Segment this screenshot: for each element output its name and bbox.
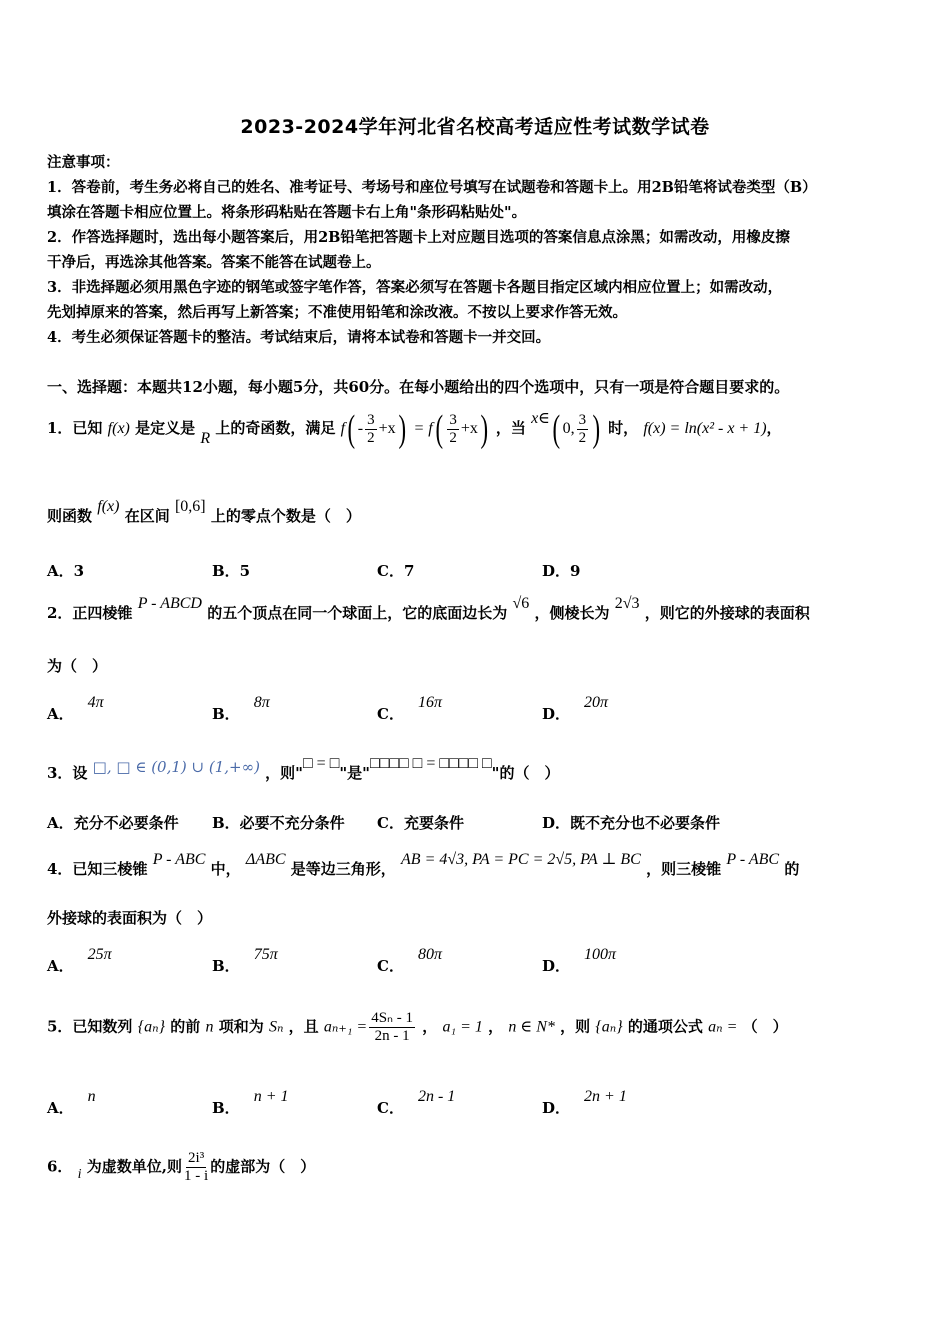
option-a[interactable]: A．充分不必要条件 [47, 814, 179, 832]
math-expr: f [340, 420, 346, 437]
notice-line: 干净后，再选涂其他答案。答案不能答在试题卷上。 [47, 254, 381, 271]
option-a[interactable]: A．3 [47, 562, 85, 580]
math-expr: f(x) [97, 498, 120, 515]
option-c[interactable]: C．2n - 1 [377, 1088, 456, 1117]
option-c[interactable]: C．7 [377, 562, 415, 580]
math-expr: {aₙ} [137, 1018, 165, 1036]
question-4-line-2: 外接球的表面积为（ ） [47, 909, 213, 927]
option-b[interactable]: B．5 [212, 562, 251, 580]
math-expr: a₁ = 1 [442, 1018, 483, 1036]
math-expr: i [77, 1166, 82, 1182]
fraction: $\frac{\text{2i³}}{1 - i}$ [184, 1150, 209, 1184]
fraction: $\frac{3}{2}$ [367, 411, 375, 446]
option-b[interactable]: B．8π [212, 694, 270, 723]
notice-line: 3．非选择题必须用黑色字迹的钢笔或签字笔作答，答案必须写在答题卡各题目指定区域内相应位置上；如需改动， [47, 279, 783, 296]
math-expr: √6 [512, 595, 530, 612]
fraction: $\frac{3}{2}$ [578, 411, 587, 446]
option-c[interactable]: C．80π [377, 946, 442, 975]
option-c[interactable]: C．16π [377, 694, 442, 723]
option-d[interactable]: D．100π [542, 946, 617, 975]
option-b[interactable]: B．必要不充分条件 [212, 814, 345, 832]
math-expr: n ∈ N* [508, 1018, 555, 1036]
math-expr: x∈ [531, 410, 551, 427]
notice-line: 先划掉原来的答案，然后再写上新答案；不准使用铅笔和涂改液。不按以上要求作答无效。 [47, 304, 627, 321]
option-a[interactable]: A．n [47, 1088, 96, 1117]
option-a[interactable]: A．4π [47, 694, 104, 723]
option-d[interactable]: D．20π [542, 694, 609, 723]
math-expr: = f [413, 420, 433, 437]
question-2-line-1: 2．正四棱锥 P - ABCD 的五个顶点在同一个球面上，它的底面边长为 √6 ，侧棱长为 2√3 ，则它的外接球的表面积 [47, 595, 810, 622]
notice-line: 1．答卷前，考生务必将自己的姓名、准考证号、考场号和座位号填写在试题卷和答题卡上。用2B铅笔将试卷类型（B） [47, 179, 817, 196]
math-expr: {aₙ} [595, 1018, 623, 1036]
math-expr: P - ABCD [137, 595, 202, 612]
question-4-line-1: 4．已知三棱锥 P - ABC 中， ΔABC 是等边三角形， AB = 4√3, PA = PC = 2√5, PA ⊥ BC ，则三棱锥 P - ABC 的 [47, 851, 800, 878]
math-expr: AB = 4√3, PA = PC = 2√5, PA ⊥ BC [401, 851, 641, 868]
math-expr: Sₙ [268, 1018, 284, 1036]
option-a[interactable]: A．25π [47, 946, 112, 975]
notice-line: 填涂在答题卡相应位置上。将条形码粘贴在答题卡右上角"条形码粘贴处"。 [47, 204, 527, 221]
math-expr: f(x) [107, 420, 130, 437]
notice-line: 4．考生必须保证答题卡的整洁。考试结束后，请将本试卷和答题卡一并交回。 [47, 329, 551, 346]
notice-line: 2．作答选择题时，选出每小题答案后，用2B铅笔把答题卡上对应题目选项的答案信息点涂黑；如需改动，用橡皮擦 [47, 229, 790, 246]
option-c[interactable]: C．充要条件 [377, 814, 464, 832]
question-3-line-1: 3．设 □, □ ∈ (0,1) ∪ (1,+∞) ，则"□ = □"是"□□□□ □ = □□□□ □"的（ ） [47, 755, 560, 782]
math-expr: n [205, 1018, 214, 1036]
option-b[interactable]: B．n + 1 [212, 1088, 289, 1117]
math-expr: [0,6] [174, 498, 206, 515]
option-d[interactable]: D．既不充分也不必要条件 [542, 814, 721, 832]
question-5-line-1: 5．已知数列 {aₙ} 的前 n 项和为 Sₙ ，且 aₙ₊₁ = $\frac{\text{4Sₙ - 1}}{2n - 1}$ ， a₁ = 1 ， n ∈ N* ，则 {aₙ} 的通项公式 aₙ = （ ） [47, 1010, 788, 1044]
option-d[interactable]: D．2n + 1 [542, 1088, 627, 1117]
math-expr: □ = □ [303, 755, 340, 772]
question-2-line-2: 为（ ） [47, 657, 108, 675]
math-expr: ΔABC [245, 851, 286, 868]
fraction: $\frac{3}{2}$ [449, 411, 457, 446]
question-1-line-2: 则函数 f(x) 在区间 [0,6] 上的零点个数是（ ） [47, 498, 361, 525]
section-heading: 一、选择题：本题共12小题，每小题5分，共60分。在每小题给出的四个选项中，只有一项是符合题目要求的。 [47, 378, 790, 396]
math-expr: P - ABC [726, 851, 780, 868]
fraction: $\frac{\text{4Sₙ - 1}}{2n - 1}$ [371, 1010, 414, 1044]
option-b[interactable]: B．75π [212, 946, 278, 975]
notice-heading: 注意事项： [47, 154, 120, 171]
math-expr: P - ABC [152, 851, 206, 868]
question-1-line-1: 1．已知 f(x) 是定义是 R 上的奇函数，满足 f( - $\frac{3}{2}$ +x) = f( $\frac{3}{2}$ +x) ，当 x∈( 0, $\frac{3}{2}$ ) 时， f(x) = ln(x² - x + 1)， [47, 408, 782, 450]
question-6-line-1: 6． i 为虚数单位,则 $\frac{\text{2i³}}{1 - i}$ 的虚部为（ ） [47, 1150, 316, 1184]
math-expr: aₙ₊₁ = [323, 1018, 368, 1036]
page-title: 2023-2024学年河北省名校高考适应性考试数学试卷 [240, 116, 710, 138]
math-expr: f(x) = ln(x² - x + 1) [643, 420, 767, 437]
math-expr: 2√3 [614, 595, 640, 612]
notice-block [47, 150, 907, 350]
math-expr: □, □ ∈ (0,1) ∪ (1,+∞) [92, 758, 260, 776]
math-expr: R [200, 430, 211, 447]
math-expr: aₙ = [708, 1018, 738, 1036]
math-expr: □□□□ □ = □□□□ □ [370, 755, 492, 772]
option-d[interactable]: D．9 [542, 562, 581, 580]
